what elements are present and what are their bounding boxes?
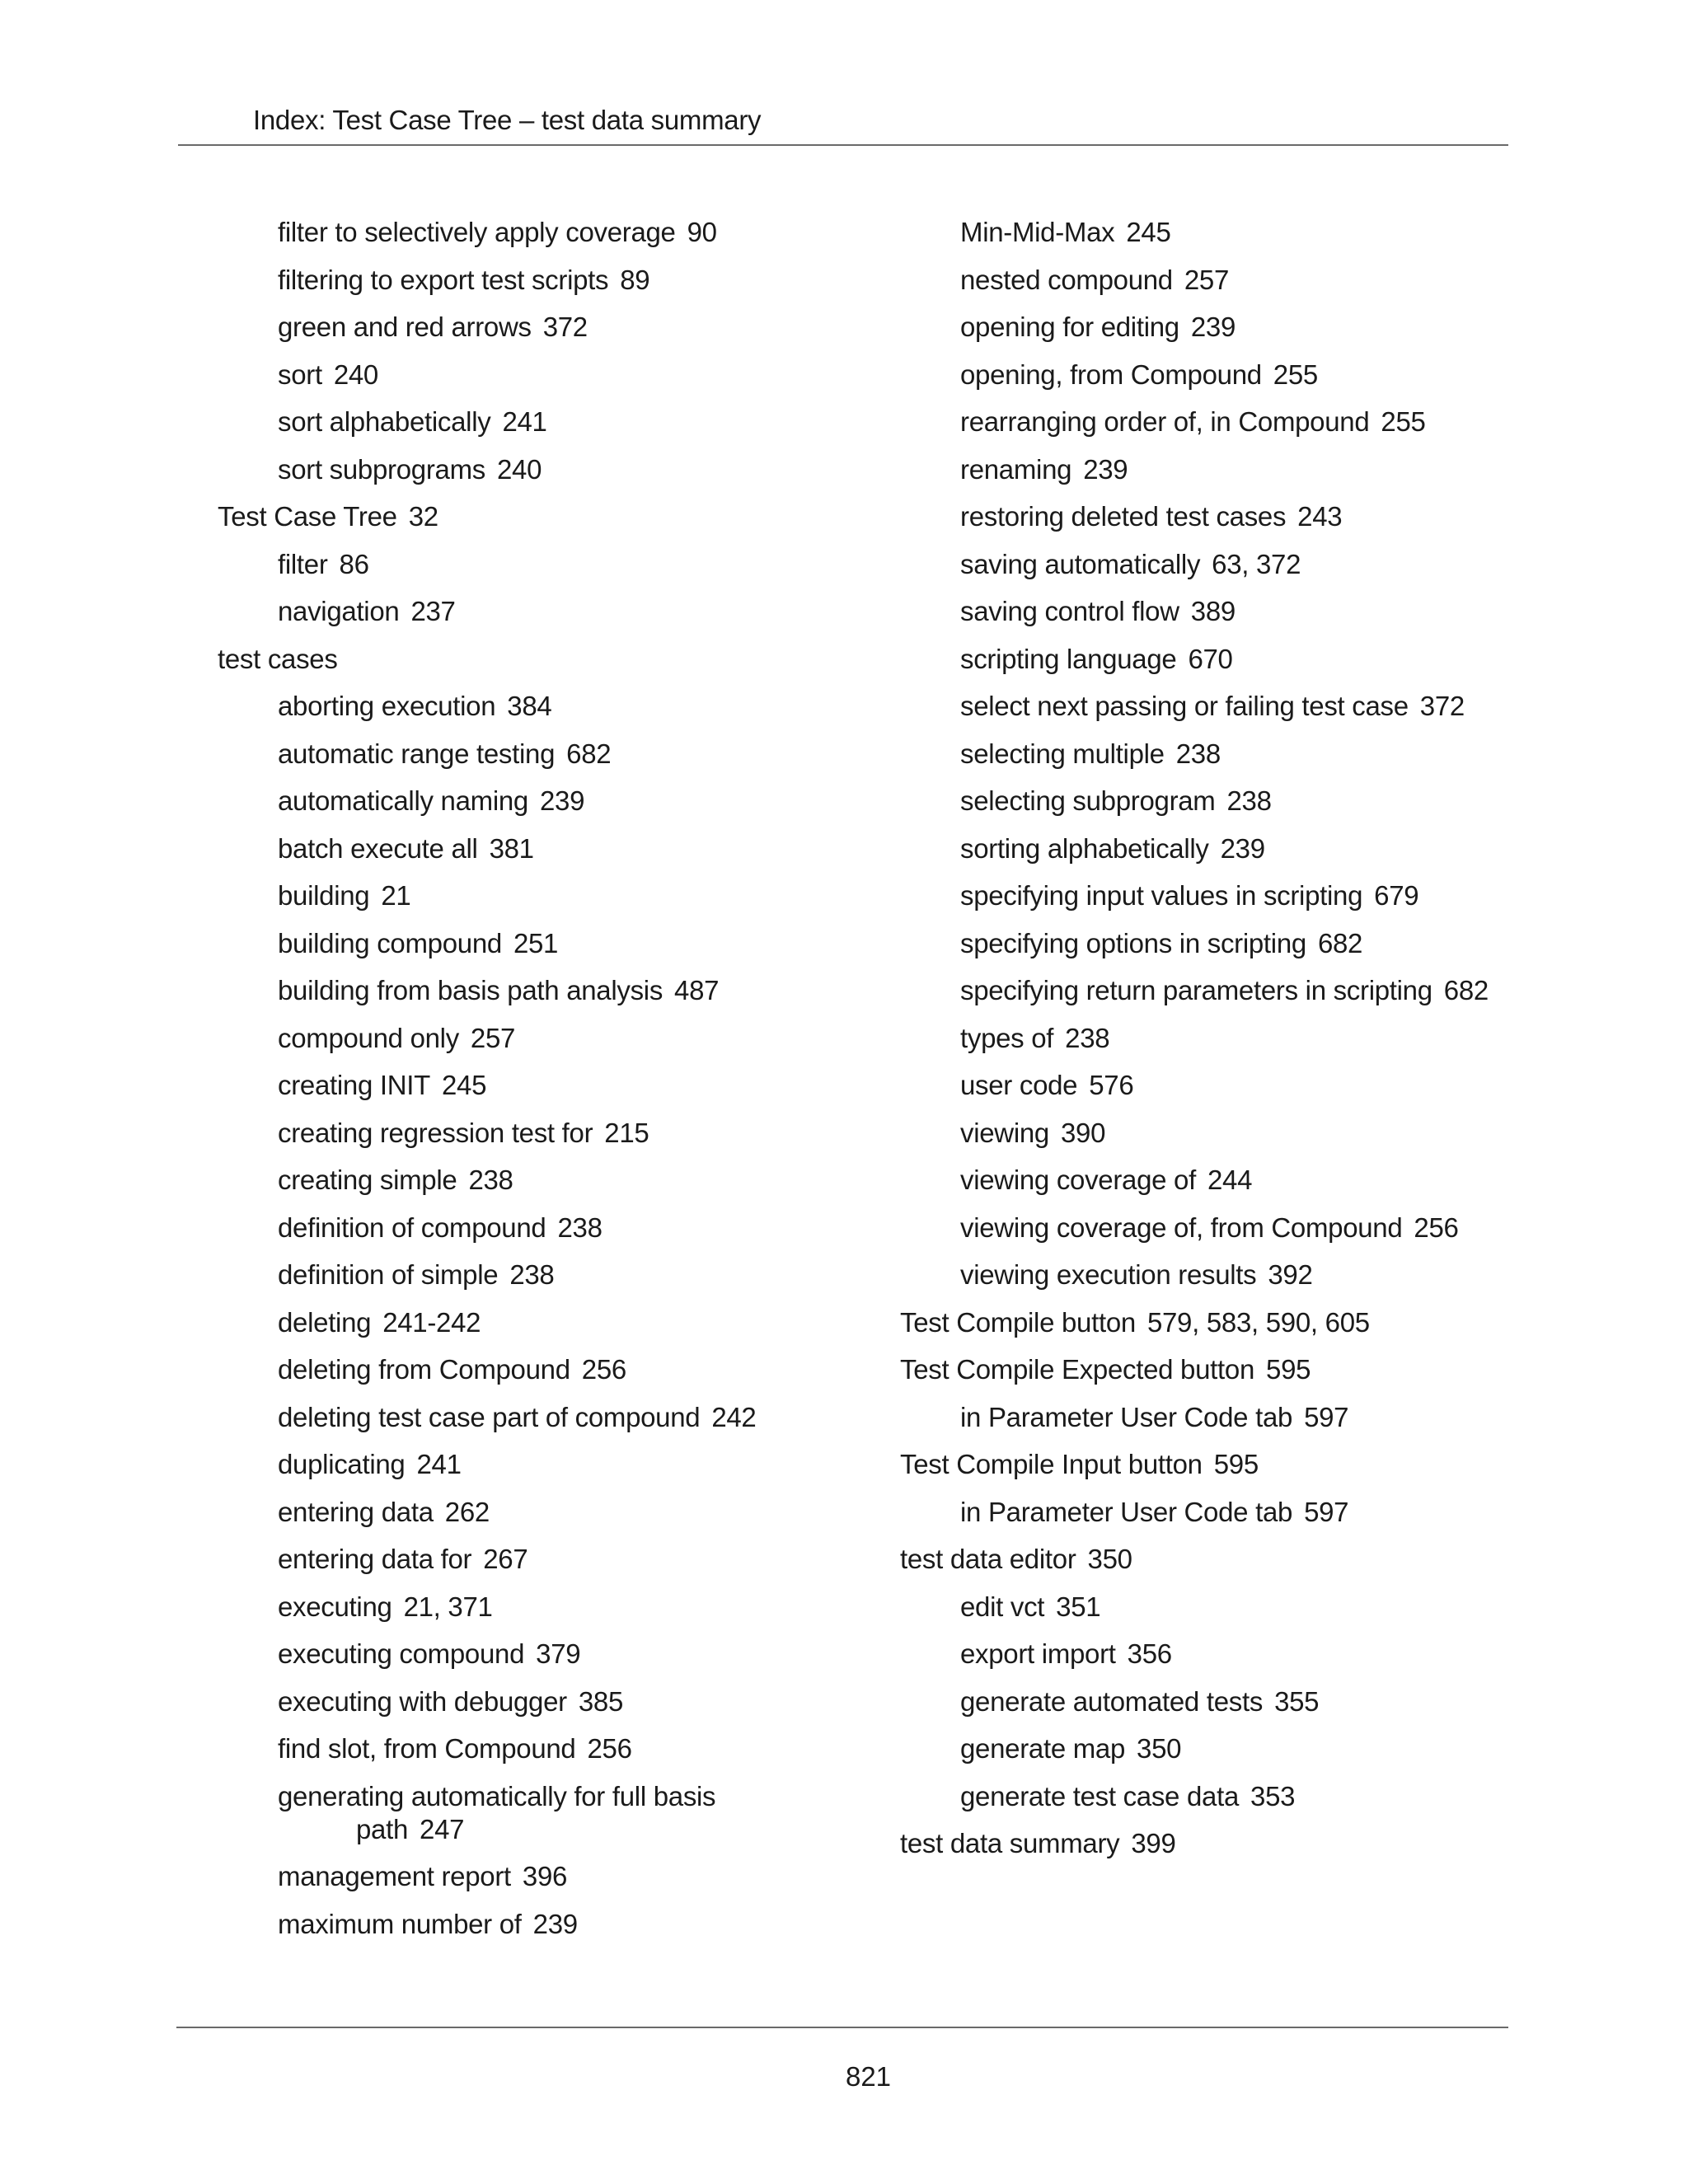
index-page-ref: 679	[1374, 880, 1419, 911]
index-entry	[218, 311, 860, 344]
index-page-ref: 396	[522, 1861, 568, 1891]
index-term-continuation	[278, 1813, 860, 1846]
index-entry	[900, 1353, 1526, 1386]
index-entry	[218, 1780, 860, 1846]
index-term: Test Compile Expected button	[900, 1354, 1255, 1385]
index-entry	[900, 832, 1526, 865]
index-page-ref: 384	[507, 691, 552, 721]
index-page-ref: 351	[1056, 1591, 1101, 1622]
index-entry	[218, 927, 860, 960]
index-term: specifying options in scripting	[960, 927, 1306, 958]
index-page-ref: 262	[444, 1496, 490, 1527]
index-entry	[900, 1401, 1526, 1434]
index-entry	[900, 1448, 1526, 1481]
index-entry	[218, 1448, 860, 1481]
index-page-ref: 353	[1250, 1780, 1296, 1811]
index-page-ref: 32	[408, 501, 438, 532]
index-entry	[218, 1685, 860, 1718]
index-term: Test Case Tree	[218, 501, 397, 532]
index-page-ref: 239	[1220, 832, 1265, 864]
index-entry	[900, 405, 1526, 438]
index-entry	[218, 1496, 860, 1529]
index-entry	[218, 595, 860, 628]
index-entry	[900, 1164, 1526, 1197]
index-term: edit vct	[960, 1591, 1045, 1622]
index-entry	[218, 974, 860, 1007]
index-term: management report	[278, 1861, 511, 1891]
index-term: sort	[278, 359, 322, 390]
index-page-ref: 242	[711, 1401, 757, 1432]
index-page-ref: 241	[416, 1449, 462, 1479]
index-page-ref: 255	[1273, 359, 1318, 390]
index-page-ref: 243	[1297, 501, 1343, 532]
index-page-ref: 239	[1190, 312, 1236, 342]
index-page-ref: 21, 371	[403, 1591, 493, 1622]
index-term: saving control flow	[960, 596, 1179, 626]
index-entry	[218, 453, 860, 486]
index-term: automatic range testing	[278, 738, 556, 769]
index-term: in Parameter User Code tab	[960, 1496, 1293, 1527]
index-term: scripting language	[960, 643, 1177, 674]
index-page-ref: 89	[620, 264, 650, 295]
index-term: viewing coverage of	[960, 1165, 1196, 1195]
page-header-title: Index: Test Case Tree – test data summary	[253, 105, 762, 135]
index-term: sort alphabetically	[278, 406, 491, 437]
index-term: creating regression test for	[278, 1117, 593, 1148]
index-entry	[900, 264, 1526, 297]
index-term: definition of simple	[278, 1259, 499, 1290]
index-entry	[900, 548, 1526, 581]
index-term: sorting alphabetically	[960, 832, 1209, 864]
footer-rule	[176, 2027, 1508, 2028]
index-page-ref: 238	[557, 1212, 603, 1243]
index-page-ref: 682	[566, 738, 612, 769]
index-page-ref: 21	[381, 880, 411, 911]
index-page-ref: 239	[1083, 453, 1128, 485]
index-term: user code	[960, 1070, 1078, 1100]
index-entry	[218, 1908, 860, 1941]
index-page-ref: 372	[1419, 691, 1465, 721]
index-term: viewing	[960, 1117, 1049, 1148]
index-page-ref: 682	[1317, 927, 1363, 958]
index-page-ref: 670	[1188, 643, 1233, 674]
index-term: Test Compile Input button	[900, 1449, 1203, 1479]
index-page-ref: 682	[1443, 975, 1489, 1005]
index-entry	[218, 1401, 860, 1434]
index-page-ref: 245	[442, 1070, 487, 1100]
index-entry	[900, 1827, 1526, 1860]
index-entry	[900, 738, 1526, 771]
index-term: executing with debugger	[278, 1685, 567, 1717]
index-entry	[900, 1306, 1526, 1339]
index-entry	[900, 690, 1526, 723]
index-term: deleting from Compound	[278, 1354, 570, 1385]
index-term: entering data for	[278, 1544, 472, 1574]
index-term: deleting test case part of compound	[278, 1401, 701, 1432]
index-page-ref: 379	[536, 1638, 581, 1669]
index-term: specifying input values in scripting	[960, 880, 1363, 911]
index-entry	[900, 1496, 1526, 1529]
index-term: batch execute all	[278, 832, 478, 864]
index-term: green and red arrows	[278, 312, 532, 342]
index-entry	[900, 1069, 1526, 1102]
index-page-ref: 390	[1060, 1117, 1106, 1148]
index-page-ref: 241	[502, 406, 547, 437]
index-page-ref: 267	[483, 1544, 528, 1574]
index-entry	[900, 1780, 1526, 1813]
index-entry	[218, 738, 860, 771]
index-entry	[218, 216, 860, 249]
index-entry	[900, 1022, 1526, 1055]
index-term: viewing coverage of, from Compound	[960, 1212, 1403, 1243]
index-entry	[218, 264, 860, 297]
index-term: restoring deleted test cases	[960, 501, 1287, 532]
index-entry	[900, 311, 1526, 344]
index-entry	[218, 1591, 860, 1624]
index-term: Test Compile button	[900, 1306, 1136, 1338]
index-entry	[900, 974, 1526, 1007]
index-entry	[218, 548, 860, 581]
index-term: saving automatically	[960, 548, 1201, 579]
header-rule	[178, 144, 1508, 146]
index-term: aborting execution	[278, 691, 496, 721]
index-page-ref: 90	[687, 217, 717, 247]
index-page-ref: 372	[542, 312, 588, 342]
index-page-ref: 86	[339, 548, 369, 579]
index-page-ref: 256	[587, 1733, 632, 1764]
index-page-ref: 255	[1381, 406, 1426, 437]
index-term: test data summary	[900, 1828, 1120, 1858]
index-page-ref: 237	[410, 596, 456, 626]
index-entry	[218, 1732, 860, 1765]
index-page-ref: 381	[489, 832, 534, 864]
index-page-ref: 256	[1414, 1212, 1459, 1243]
index-entry	[218, 405, 860, 438]
index-page-ref: 257	[1184, 264, 1230, 295]
index-entry	[900, 1685, 1526, 1718]
index-term: generate automated tests	[960, 1685, 1264, 1717]
index-page-ref: 251	[513, 927, 559, 958]
index-page-ref: 392	[1268, 1259, 1313, 1290]
index-page-ref: 238	[1226, 785, 1272, 816]
index-term: viewing execution results	[960, 1259, 1257, 1290]
index-term: types of	[960, 1022, 1054, 1053]
index-entry	[900, 500, 1526, 533]
index-term-continuation-text: path	[356, 1813, 409, 1844]
index-term: filter	[278, 548, 328, 579]
index-page-ref: 238	[468, 1165, 513, 1195]
index-entry	[900, 595, 1526, 628]
index-page-ref: 350	[1137, 1733, 1182, 1764]
index-term: entering data	[278, 1496, 434, 1527]
index-entry	[900, 216, 1526, 249]
index-term: find slot, from Compound	[278, 1733, 576, 1764]
index-page-ref: 579, 583, 590, 605	[1146, 1306, 1370, 1338]
index-page-ref: 239	[540, 785, 585, 816]
index-entry	[900, 1732, 1526, 1765]
index-entry	[218, 1117, 860, 1150]
index-column-left	[218, 216, 860, 1955]
index-term: sort subprograms	[278, 453, 485, 485]
index-page-ref: 385	[578, 1685, 624, 1717]
index-page-ref: 244	[1207, 1165, 1253, 1195]
index-entry	[218, 1212, 860, 1244]
index-term: deleting	[278, 1306, 372, 1338]
index-entry	[218, 1638, 860, 1671]
index-term: navigation	[278, 596, 400, 626]
index-term: building	[278, 880, 370, 911]
index-entry	[218, 1306, 860, 1339]
index-entry	[900, 1543, 1526, 1576]
index-column-right	[900, 216, 1526, 1875]
index-page-ref: 238	[1175, 738, 1221, 769]
index-term: opening, from Compound	[960, 359, 1262, 390]
index-entry	[218, 1860, 860, 1893]
index-page-ref: 597	[1304, 1496, 1349, 1527]
index-page-ref: 215	[604, 1117, 649, 1148]
index-entry	[218, 879, 860, 912]
index-entry	[218, 1353, 860, 1386]
index-entry	[900, 359, 1526, 391]
index-term: executing	[278, 1591, 392, 1622]
index-entry	[218, 1069, 860, 1102]
index-term: export import	[960, 1638, 1116, 1669]
index-page-ref: 247	[420, 1813, 465, 1844]
index-term: renaming	[960, 453, 1072, 485]
index-entry	[218, 1022, 860, 1055]
index-term: test data editor	[900, 1544, 1076, 1574]
page-number: 821	[845, 2061, 892, 2092]
index-term: executing compound	[278, 1638, 525, 1669]
index-page-ref: 355	[1274, 1685, 1320, 1717]
index-page-ref: 238	[509, 1259, 555, 1290]
index-entry	[218, 785, 860, 818]
index-term: selecting multiple	[960, 738, 1165, 769]
index-page-ref: 595	[1266, 1354, 1311, 1385]
index-term: definition of compound	[278, 1212, 546, 1243]
index-entry	[900, 1638, 1526, 1671]
index-term: duplicating	[278, 1449, 406, 1479]
index-term: filtering to export test scripts	[278, 264, 609, 295]
index-term: generate map	[960, 1733, 1126, 1764]
index-entry	[900, 927, 1526, 960]
index-entry	[218, 500, 860, 533]
index-entry	[218, 690, 860, 723]
index-term: test cases	[218, 643, 338, 674]
index-page-ref: 399	[1131, 1828, 1176, 1858]
index-page-ref: 597	[1304, 1401, 1349, 1432]
index-term: compound only	[278, 1022, 459, 1053]
index-entry	[900, 785, 1526, 818]
index-entry	[900, 1591, 1526, 1624]
index-term: select next passing or failing test case	[960, 691, 1409, 721]
index-entry	[218, 1164, 860, 1197]
index-entry	[900, 879, 1526, 912]
index-page-ref: 257	[470, 1022, 516, 1053]
index-entry	[218, 359, 860, 391]
index-term: selecting subprogram	[960, 785, 1216, 816]
index-term: specifying return parameters in scripting	[960, 975, 1432, 1005]
index-page-ref: 389	[1190, 596, 1236, 626]
index-term: automatically naming	[278, 785, 528, 816]
index-term: building from basis path analysis	[278, 975, 663, 1005]
index-page-ref: 63, 372	[1212, 548, 1301, 579]
index-page-ref: 576	[1089, 1070, 1134, 1100]
index-term: generate test case data	[960, 1780, 1240, 1811]
index-term: maximum number of	[278, 1908, 522, 1939]
index-page-ref: 350	[1087, 1544, 1132, 1574]
index-entry	[218, 643, 860, 676]
index-page-ref: 487	[674, 975, 720, 1005]
index-term: nested compound	[960, 264, 1173, 295]
index-page-ref: 240	[333, 359, 378, 390]
index-page-ref: 239	[532, 1908, 578, 1939]
index-term: Min-Mid-Max	[960, 217, 1115, 247]
index-page-ref: 245	[1126, 217, 1171, 247]
index-entry	[218, 1258, 860, 1291]
index-page-ref: 256	[581, 1354, 626, 1385]
index-term: building compound	[278, 927, 502, 958]
index-page-ref: 240	[496, 453, 542, 485]
index-term: rearranging order of, in Compound	[960, 406, 1370, 437]
index-term: generating automatically for full basis	[278, 1780, 716, 1811]
index-term: creating INIT	[278, 1070, 430, 1100]
index-entry	[218, 1543, 860, 1576]
index-entry	[900, 1117, 1526, 1150]
index-term: creating simple	[278, 1165, 457, 1195]
index-term: in Parameter User Code tab	[960, 1401, 1293, 1432]
index-page-ref: 595	[1213, 1449, 1259, 1479]
index-page-ref: 238	[1065, 1022, 1110, 1053]
index-entry	[900, 453, 1526, 486]
index-entry	[900, 1258, 1526, 1291]
index-term: filter to selectively apply coverage	[278, 217, 676, 247]
index-term: opening for editing	[960, 312, 1179, 342]
index-entry	[218, 832, 860, 865]
index-entry	[900, 1212, 1526, 1244]
index-entry	[900, 643, 1526, 676]
index-page-ref: 241-242	[382, 1306, 481, 1338]
index-page-ref: 356	[1127, 1638, 1172, 1669]
